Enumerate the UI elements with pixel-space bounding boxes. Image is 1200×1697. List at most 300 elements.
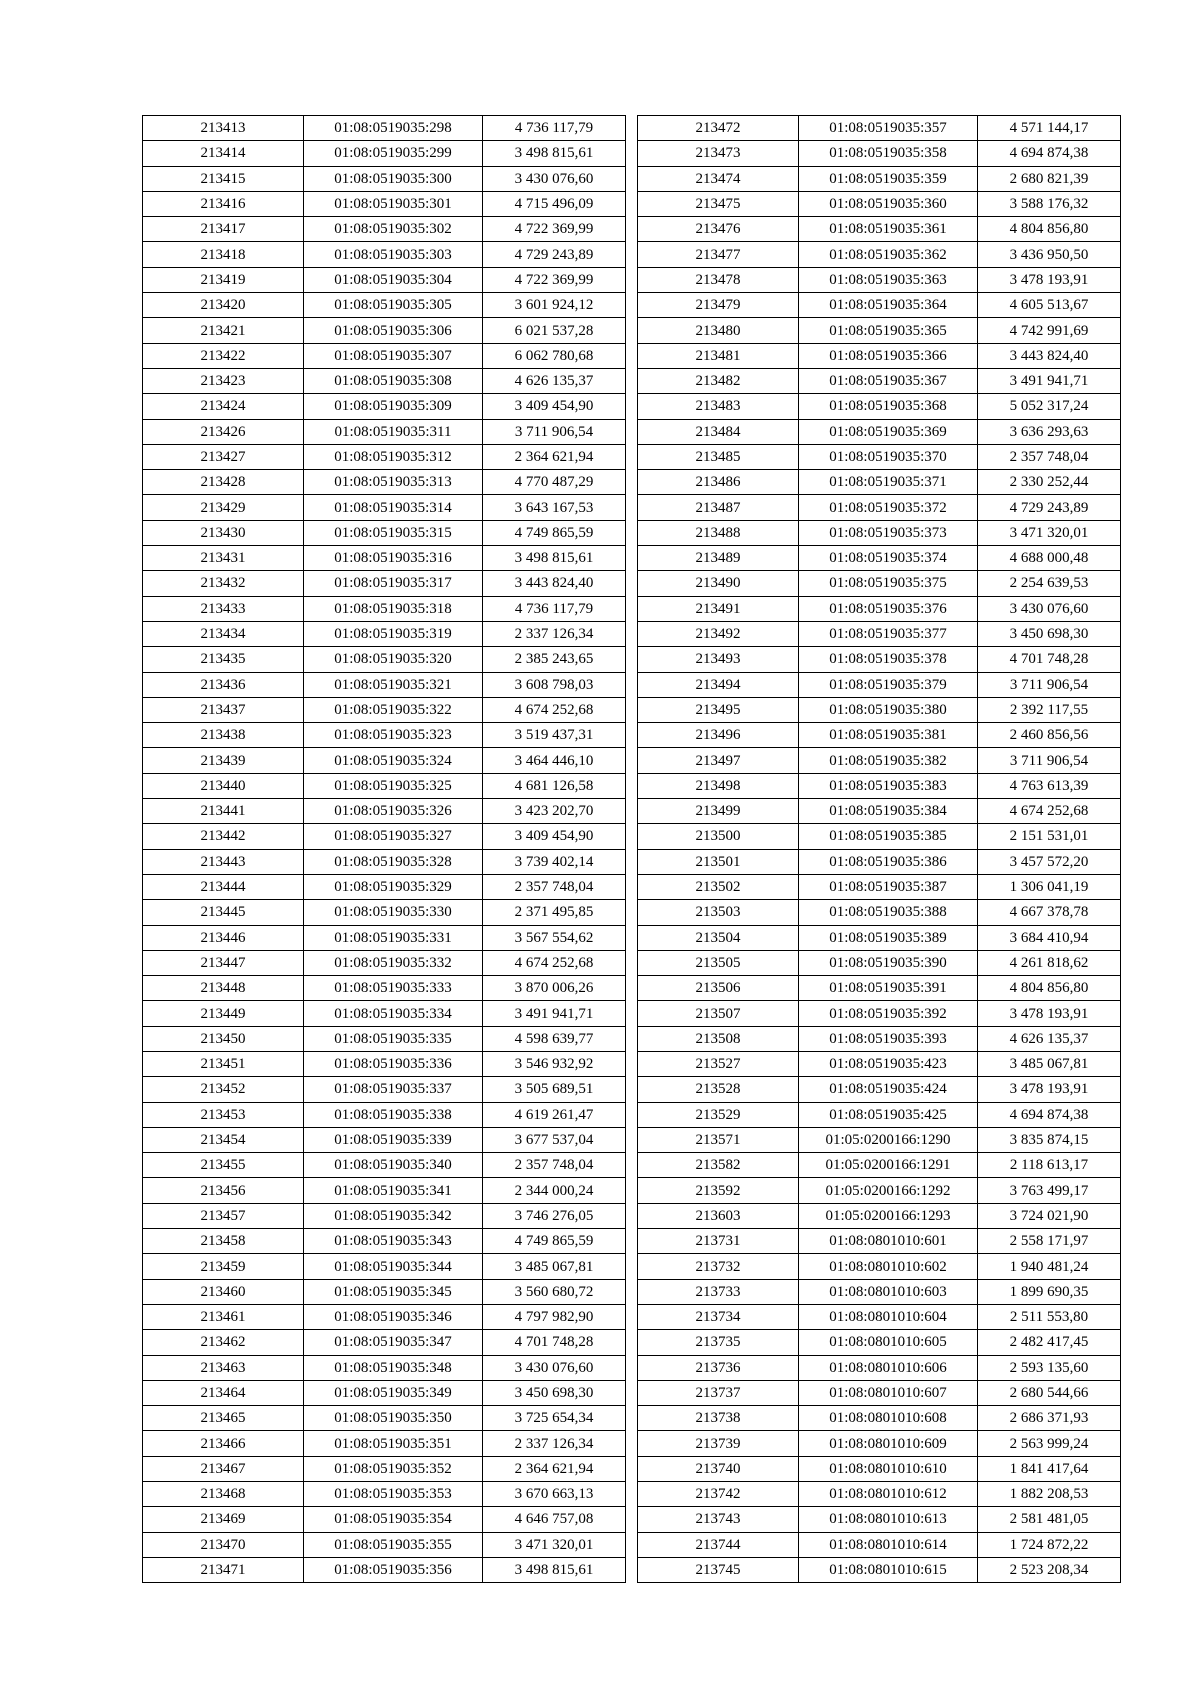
value-cell: 2 151 531,01 <box>978 824 1121 849</box>
table-row <box>143 368 626 393</box>
value-cell: 3 409 454,90 <box>483 394 626 419</box>
value-cell: 4 674 252,68 <box>483 697 626 722</box>
cadastral-number-cell: 01:08:0519035:300 <box>304 166 483 191</box>
cadastral-number-cell: 01:08:0519035:367 <box>799 368 978 393</box>
value-cell: 3 670 663,13 <box>483 1482 626 1507</box>
cadastral-number-cell: 01:08:0519035:379 <box>799 672 978 697</box>
table-row <box>638 697 1121 722</box>
cadastral-number-cell: 01:08:0519035:337 <box>304 1077 483 1102</box>
record-number-cell: 213491 <box>638 596 799 621</box>
cadastral-number-cell: 01:08:0519035:330 <box>304 900 483 925</box>
value-cell: 4 694 874,38 <box>978 1102 1121 1127</box>
table-row <box>143 1279 626 1304</box>
cadastral-number-cell: 01:08:0519035:382 <box>799 748 978 773</box>
value-cell: 2 330 252,44 <box>978 470 1121 495</box>
record-number-cell: 213441 <box>143 799 304 824</box>
value-cell: 3 711 906,54 <box>978 672 1121 697</box>
cadastral-number-cell: 01:08:0519035:375 <box>799 571 978 596</box>
value-cell: 3 498 815,61 <box>483 1557 626 1582</box>
table-row <box>143 217 626 242</box>
value-cell: 3 423 202,70 <box>483 799 626 824</box>
record-number-cell: 213471 <box>143 1557 304 1582</box>
cadastral-number-cell: 01:08:0519035:314 <box>304 495 483 520</box>
cadastral-number-cell: 01:08:0519035:343 <box>304 1229 483 1254</box>
cadastral-number-cell: 01:08:0519035:307 <box>304 343 483 368</box>
record-number-cell: 213744 <box>638 1532 799 1557</box>
table-row <box>143 1431 626 1456</box>
cadastral-number-cell: 01:08:0519035:323 <box>304 723 483 748</box>
record-number-cell: 213487 <box>638 495 799 520</box>
record-number-cell: 213480 <box>638 318 799 343</box>
cadastral-number-cell: 01:08:0519035:348 <box>304 1355 483 1380</box>
record-number-cell: 213422 <box>143 343 304 368</box>
cadastral-number-cell: 01:08:0519035:381 <box>799 723 978 748</box>
record-number-cell: 213476 <box>638 217 799 242</box>
table-row <box>143 394 626 419</box>
value-cell: 4 674 252,68 <box>483 950 626 975</box>
record-number-cell: 213732 <box>638 1254 799 1279</box>
record-number-cell: 213498 <box>638 773 799 798</box>
value-cell: 3 491 941,71 <box>978 368 1121 393</box>
table-row <box>143 1482 626 1507</box>
record-number-cell: 213438 <box>143 723 304 748</box>
value-cell: 2 364 621,94 <box>483 444 626 469</box>
cadastral-number-cell: 01:08:0519035:380 <box>799 697 978 722</box>
value-cell: 4 605 513,67 <box>978 293 1121 318</box>
value-cell: 1 899 690,35 <box>978 1279 1121 1304</box>
table-row <box>638 1406 1121 1431</box>
record-number-cell: 213738 <box>638 1406 799 1431</box>
table-row <box>143 1532 626 1557</box>
value-cell: 3 498 815,61 <box>483 546 626 571</box>
record-number-cell: 213507 <box>638 1001 799 1026</box>
cadastral-number-cell: 01:08:0519035:360 <box>799 191 978 216</box>
record-number-cell: 213504 <box>638 925 799 950</box>
value-cell: 3 505 689,51 <box>483 1077 626 1102</box>
record-number-cell: 213492 <box>638 621 799 646</box>
record-number-cell: 213489 <box>638 546 799 571</box>
record-number-cell: 213503 <box>638 900 799 925</box>
value-cell: 2 563 999,24 <box>978 1431 1121 1456</box>
value-cell: 4 736 117,79 <box>483 596 626 621</box>
cadastral-number-cell: 01:08:0519035:370 <box>799 444 978 469</box>
record-number-cell: 213428 <box>143 470 304 495</box>
value-cell: 2 558 171,97 <box>978 1229 1121 1254</box>
cadastral-number-cell: 01:08:0519035:321 <box>304 672 483 697</box>
cadastral-number-cell: 01:08:0519035:357 <box>799 116 978 141</box>
value-cell: 2 118 613,17 <box>978 1153 1121 1178</box>
table-row <box>638 723 1121 748</box>
table-row <box>143 571 626 596</box>
value-cell: 2 686 371,93 <box>978 1406 1121 1431</box>
table-row <box>638 950 1121 975</box>
record-number-cell: 213433 <box>143 596 304 621</box>
record-number-cell: 213430 <box>143 520 304 545</box>
cadastral-number-cell: 01:08:0519035:298 <box>304 116 483 141</box>
cadastral-number-cell: 01:08:0519035:325 <box>304 773 483 798</box>
table-row <box>638 621 1121 646</box>
record-number-cell: 213745 <box>638 1557 799 1582</box>
cadastral-number-cell: 01:08:0519035:315 <box>304 520 483 545</box>
record-number-cell: 213416 <box>143 191 304 216</box>
value-cell: 3 430 076,60 <box>483 1355 626 1380</box>
table-row <box>143 1203 626 1228</box>
record-number-cell: 213481 <box>638 343 799 368</box>
cadastral-number-cell: 01:05:0200166:1291 <box>799 1153 978 1178</box>
cadastral-number-cell: 01:08:0519035:308 <box>304 368 483 393</box>
cadastral-number-cell: 01:08:0519035:423 <box>799 1051 978 1076</box>
cadastral-number-cell: 01:08:0519035:374 <box>799 546 978 571</box>
value-cell: 3 485 067,81 <box>483 1254 626 1279</box>
record-number-cell: 213454 <box>143 1127 304 1152</box>
record-number-cell: 213434 <box>143 621 304 646</box>
value-cell: 2 581 481,05 <box>978 1507 1121 1532</box>
value-cell: 4 742 991,69 <box>978 318 1121 343</box>
value-cell: 1 940 481,24 <box>978 1254 1121 1279</box>
record-number-cell: 213420 <box>143 293 304 318</box>
cadastral-number-cell: 01:08:0801010:608 <box>799 1406 978 1431</box>
cadastral-number-cell: 01:08:0519035:322 <box>304 697 483 722</box>
record-number-cell: 213742 <box>638 1482 799 1507</box>
cadastral-number-cell: 01:08:0519035:346 <box>304 1304 483 1329</box>
table-row <box>638 1507 1121 1532</box>
cadastral-number-cell: 01:08:0519035:340 <box>304 1153 483 1178</box>
record-number-cell: 213446 <box>143 925 304 950</box>
cadastral-number-cell: 01:08:0801010:606 <box>799 1355 978 1380</box>
table-row <box>143 1229 626 1254</box>
value-cell: 5 052 317,24 <box>978 394 1121 419</box>
record-number-cell: 213456 <box>143 1178 304 1203</box>
record-number-cell: 213450 <box>143 1026 304 1051</box>
record-number-cell: 213453 <box>143 1102 304 1127</box>
value-cell: 3 588 176,32 <box>978 191 1121 216</box>
table-row <box>143 900 626 925</box>
record-number-cell: 213495 <box>638 697 799 722</box>
table-row <box>638 1102 1121 1127</box>
cadastral-number-cell: 01:08:0519035:391 <box>799 976 978 1001</box>
cadastral-number-cell: 01:08:0801010:607 <box>799 1380 978 1405</box>
table-row <box>638 293 1121 318</box>
table-row <box>143 1254 626 1279</box>
value-cell: 3 711 906,54 <box>978 748 1121 773</box>
record-number-cell: 213461 <box>143 1304 304 1329</box>
table-row <box>143 1507 626 1532</box>
table-row <box>143 1456 626 1481</box>
value-cell: 3 636 293,63 <box>978 419 1121 444</box>
value-cell: 2 523 208,34 <box>978 1557 1121 1582</box>
value-cell: 3 457 572,20 <box>978 849 1121 874</box>
table-row <box>638 1229 1121 1254</box>
value-cell: 2 337 126,34 <box>483 1431 626 1456</box>
value-cell: 2 357 748,04 <box>483 874 626 899</box>
value-cell: 2 392 117,55 <box>978 697 1121 722</box>
cadastral-number-cell: 01:08:0519035:318 <box>304 596 483 621</box>
cadastral-number-cell: 01:08:0519035:425 <box>799 1102 978 1127</box>
table-row <box>638 874 1121 899</box>
cadastral-number-cell: 01:08:0519035:362 <box>799 242 978 267</box>
record-number-cell: 213500 <box>638 824 799 849</box>
record-number-cell: 213443 <box>143 849 304 874</box>
value-cell: 4 804 856,80 <box>978 976 1121 1001</box>
table-row <box>143 647 626 672</box>
value-cell: 2 337 126,34 <box>483 621 626 646</box>
record-number-cell: 213488 <box>638 520 799 545</box>
table-row <box>638 141 1121 166</box>
table-row <box>143 166 626 191</box>
cadastral-number-cell: 01:08:0519035:372 <box>799 495 978 520</box>
value-cell: 3 835 874,15 <box>978 1127 1121 1152</box>
value-cell: 3 464 446,10 <box>483 748 626 773</box>
record-number-cell: 213435 <box>143 647 304 672</box>
value-cell: 4 715 496,09 <box>483 191 626 216</box>
table-row <box>638 799 1121 824</box>
table-row <box>638 1456 1121 1481</box>
cadastral-number-cell: 01:08:0519035:356 <box>304 1557 483 1582</box>
record-number-cell: 213490 <box>638 571 799 596</box>
cadastral-number-cell: 01:08:0519035:345 <box>304 1279 483 1304</box>
value-cell: 2 344 000,24 <box>483 1178 626 1203</box>
table-row <box>143 1077 626 1102</box>
record-number-cell: 213739 <box>638 1431 799 1456</box>
value-cell: 3 478 193,91 <box>978 1077 1121 1102</box>
record-number-cell: 213467 <box>143 1456 304 1481</box>
record-number-cell: 213449 <box>143 1001 304 1026</box>
cadastral-number-cell: 01:08:0519035:333 <box>304 976 483 1001</box>
table-row <box>143 141 626 166</box>
value-cell: 3 498 815,61 <box>483 141 626 166</box>
record-number-cell: 213482 <box>638 368 799 393</box>
table-row <box>143 1026 626 1051</box>
value-cell: 3 430 076,60 <box>978 596 1121 621</box>
value-cell: 4 701 748,28 <box>978 647 1121 672</box>
table-row <box>638 394 1121 419</box>
table-row <box>143 849 626 874</box>
cadastral-number-cell: 01:08:0519035:350 <box>304 1406 483 1431</box>
table-row <box>143 419 626 444</box>
cadastral-number-cell: 01:08:0519035:369 <box>799 419 978 444</box>
cadastral-number-cell: 01:08:0519035:384 <box>799 799 978 824</box>
value-cell: 4 763 613,39 <box>978 773 1121 798</box>
table-row <box>638 1051 1121 1076</box>
cadastral-number-cell: 01:08:0801010:601 <box>799 1229 978 1254</box>
cadastral-number-cell: 01:08:0519035:352 <box>304 1456 483 1481</box>
cadastral-number-cell: 01:08:0519035:338 <box>304 1102 483 1127</box>
record-number-cell: 213431 <box>143 546 304 571</box>
record-number-cell: 213459 <box>143 1254 304 1279</box>
cadastral-number-cell: 01:08:0519035:393 <box>799 1026 978 1051</box>
record-number-cell: 213470 <box>143 1532 304 1557</box>
table-row <box>143 520 626 545</box>
cadastral-number-cell: 01:08:0519035:385 <box>799 824 978 849</box>
value-cell: 3 430 076,60 <box>483 166 626 191</box>
cadastral-number-cell: 01:08:0519035:311 <box>304 419 483 444</box>
value-cell: 4 701 748,28 <box>483 1330 626 1355</box>
record-number-cell: 213474 <box>638 166 799 191</box>
record-number-cell: 213740 <box>638 1456 799 1481</box>
table-row <box>143 242 626 267</box>
value-cell: 4 722 369,99 <box>483 217 626 242</box>
cadastral-number-cell: 01:08:0519035:366 <box>799 343 978 368</box>
record-number-cell: 213494 <box>638 672 799 697</box>
cadastral-number-cell: 01:08:0519035:424 <box>799 1077 978 1102</box>
value-cell: 3 546 932,92 <box>483 1051 626 1076</box>
table-row <box>638 1557 1121 1582</box>
cadastral-number-cell: 01:08:0519035:390 <box>799 950 978 975</box>
value-cell: 3 739 402,14 <box>483 849 626 874</box>
value-cell: 1 882 208,53 <box>978 1482 1121 1507</box>
table-row <box>638 116 1121 141</box>
cadastral-number-cell: 01:08:0519035:353 <box>304 1482 483 1507</box>
value-cell: 4 626 135,37 <box>483 368 626 393</box>
record-number-cell: 213508 <box>638 1026 799 1051</box>
value-cell: 4 770 487,29 <box>483 470 626 495</box>
table-row <box>638 925 1121 950</box>
cadastral-number-cell: 01:08:0519035:377 <box>799 621 978 646</box>
value-cell: 3 471 320,01 <box>483 1532 626 1557</box>
table-row <box>143 116 626 141</box>
value-cell: 4 694 874,38 <box>978 141 1121 166</box>
record-number-cell: 213448 <box>143 976 304 1001</box>
cadastral-number-cell: 01:05:0200166:1293 <box>799 1203 978 1228</box>
table-row <box>143 1330 626 1355</box>
value-cell: 3 450 698,30 <box>978 621 1121 646</box>
table-row <box>143 1178 626 1203</box>
cadastral-number-cell: 01:08:0801010:609 <box>799 1431 978 1456</box>
table-row <box>143 293 626 318</box>
value-cell: 4 646 757,08 <box>483 1507 626 1532</box>
value-cell: 4 797 982,90 <box>483 1304 626 1329</box>
value-cell: 4 261 818,62 <box>978 950 1121 975</box>
record-number-cell: 213484 <box>638 419 799 444</box>
table-row <box>638 976 1121 1001</box>
record-number-cell: 213528 <box>638 1077 799 1102</box>
value-cell: 3 725 654,34 <box>483 1406 626 1431</box>
table-row <box>638 647 1121 672</box>
value-cell: 3 443 824,40 <box>483 571 626 596</box>
cadastral-number-cell: 01:08:0519035:305 <box>304 293 483 318</box>
record-number-cell: 213445 <box>143 900 304 925</box>
table-row <box>638 571 1121 596</box>
record-number-cell: 213468 <box>143 1482 304 1507</box>
record-number-cell: 213472 <box>638 116 799 141</box>
cadastral-number-cell: 01:08:0519035:316 <box>304 546 483 571</box>
record-number-cell: 213463 <box>143 1355 304 1380</box>
value-cell: 1 724 872,22 <box>978 1532 1121 1557</box>
table-row <box>638 1127 1121 1152</box>
cadastral-number-cell: 01:08:0519035:347 <box>304 1330 483 1355</box>
record-number-cell: 213419 <box>143 267 304 292</box>
table-row <box>638 1304 1121 1329</box>
cadastral-number-cell: 01:08:0801010:603 <box>799 1279 978 1304</box>
record-number-cell: 213502 <box>638 874 799 899</box>
table-row <box>638 444 1121 469</box>
record-number-cell: 213483 <box>638 394 799 419</box>
cadastral-number-cell: 01:08:0519035:389 <box>799 925 978 950</box>
value-cell: 3 567 554,62 <box>483 925 626 950</box>
cadastral-number-cell: 01:05:0200166:1292 <box>799 1178 978 1203</box>
record-number-cell: 213735 <box>638 1330 799 1355</box>
table-row <box>143 1127 626 1152</box>
table-body <box>143 116 626 1583</box>
record-number-cell: 213478 <box>638 267 799 292</box>
record-number-cell: 213444 <box>143 874 304 899</box>
record-number-cell: 213479 <box>638 293 799 318</box>
cadastral-number-cell: 01:08:0519035:351 <box>304 1431 483 1456</box>
record-number-cell: 213485 <box>638 444 799 469</box>
cadastral-number-cell: 01:08:0519035:361 <box>799 217 978 242</box>
record-number-cell: 213457 <box>143 1203 304 1228</box>
value-cell: 4 598 639,77 <box>483 1026 626 1051</box>
table-row <box>143 495 626 520</box>
value-cell: 2 511 553,80 <box>978 1304 1121 1329</box>
cadastral-number-cell: 01:08:0801010:614 <box>799 1532 978 1557</box>
table-row <box>143 1406 626 1431</box>
value-cell: 4 619 261,47 <box>483 1102 626 1127</box>
cadastral-number-cell: 01:05:0200166:1290 <box>799 1127 978 1152</box>
table-row <box>638 1380 1121 1405</box>
record-number-cell: 213415 <box>143 166 304 191</box>
data-table-left <box>142 115 626 1583</box>
table-row <box>638 1431 1121 1456</box>
record-number-cell: 213731 <box>638 1229 799 1254</box>
table-row <box>638 900 1121 925</box>
record-number-cell: 213736 <box>638 1355 799 1380</box>
record-number-cell: 213499 <box>638 799 799 824</box>
table-row <box>638 849 1121 874</box>
table-row <box>638 773 1121 798</box>
table-row <box>143 191 626 216</box>
cadastral-number-cell: 01:08:0519035:334 <box>304 1001 483 1026</box>
cadastral-number-cell: 01:08:0519035:336 <box>304 1051 483 1076</box>
table-row <box>143 1304 626 1329</box>
table-row <box>143 824 626 849</box>
table-row <box>143 925 626 950</box>
value-cell: 3 491 941,71 <box>483 1001 626 1026</box>
table-row <box>638 217 1121 242</box>
record-number-cell: 213423 <box>143 368 304 393</box>
value-cell: 1 306 041,19 <box>978 874 1121 899</box>
cadastral-number-cell: 01:08:0519035:387 <box>799 874 978 899</box>
cadastral-number-cell: 01:08:0519035:324 <box>304 748 483 773</box>
cadastral-number-cell: 01:08:0519035:317 <box>304 571 483 596</box>
value-cell: 1 841 417,64 <box>978 1456 1121 1481</box>
value-cell: 2 482 417,45 <box>978 1330 1121 1355</box>
record-number-cell: 213414 <box>143 141 304 166</box>
cadastral-number-cell: 01:08:0519035:329 <box>304 874 483 899</box>
table-row <box>638 1153 1121 1178</box>
table-row <box>143 874 626 899</box>
record-number-cell: 213442 <box>143 824 304 849</box>
record-number-cell: 213506 <box>638 976 799 1001</box>
table-row <box>638 368 1121 393</box>
cadastral-number-cell: 01:08:0519035:309 <box>304 394 483 419</box>
table-body <box>638 116 1121 1583</box>
record-number-cell: 213440 <box>143 773 304 798</box>
cadastral-number-cell: 01:08:0519035:373 <box>799 520 978 545</box>
value-cell: 3 643 167,53 <box>483 495 626 520</box>
record-number-cell: 213460 <box>143 1279 304 1304</box>
value-cell: 4 667 378,78 <box>978 900 1121 925</box>
cadastral-number-cell: 01:08:0519035:326 <box>304 799 483 824</box>
table-row <box>638 1330 1121 1355</box>
table-row <box>638 1026 1121 1051</box>
record-number-cell: 213436 <box>143 672 304 697</box>
value-cell: 3 478 193,91 <box>978 1001 1121 1026</box>
table-row <box>638 1279 1121 1304</box>
value-cell: 3 677 537,04 <box>483 1127 626 1152</box>
value-cell: 4 674 252,68 <box>978 799 1121 824</box>
table-row <box>638 1532 1121 1557</box>
